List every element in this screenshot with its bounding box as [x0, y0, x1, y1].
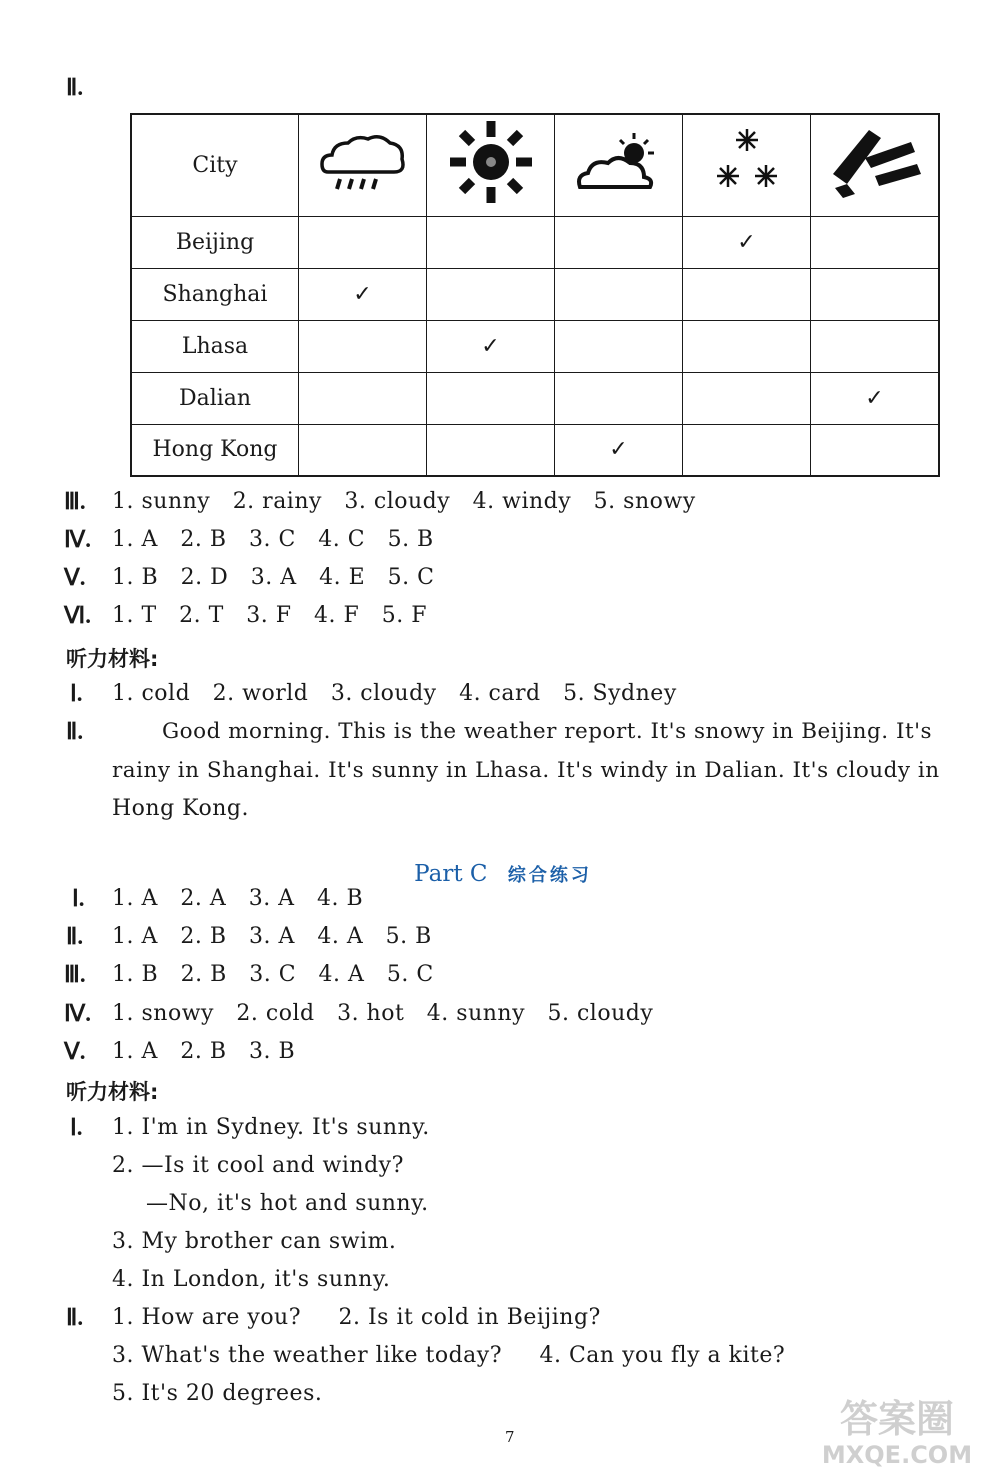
table-cell [555, 372, 683, 424]
check-mark: ✓ [427, 320, 555, 372]
table-cell [299, 372, 427, 424]
table-cell [683, 268, 811, 320]
weather-report-line-2: rainy in Shanghai. It's sunny in Lhasa. It's windy in Dalian. It's cloudy in [112, 758, 940, 783]
snow-icon [683, 114, 811, 216]
c-answer-line-I: 1. A 2. A 3. A 4. B [112, 886, 364, 911]
c-listening-label-I: Ⅰ. [70, 1115, 83, 1140]
section-label-II: Ⅱ. [66, 75, 84, 100]
city-cell: Hong Kong [131, 424, 299, 476]
listening-heading: 听力材料: [66, 1080, 159, 1104]
watermark-logo [802, 1397, 992, 1477]
c-listening-line: 5. It's 20 degrees. [112, 1381, 323, 1406]
table-row [131, 424, 939, 476]
weather-report-line-1: Good morning. This is the weather report. It's snowy in Beijing. It's [162, 719, 933, 744]
table-cell [427, 268, 555, 320]
table-row [131, 268, 939, 320]
part-c-heading [404, 842, 592, 887]
answer-label-III: Ⅲ. [64, 489, 86, 514]
table-cell [299, 424, 427, 476]
c-listening-line: 4. In London, it's sunny. [112, 1267, 391, 1292]
answer-line-VI: 1. T 2. T 3. F 4. F 5. F [112, 603, 427, 628]
watermark-en: MXQE.COM [821, 1441, 973, 1469]
c-listening-line: 3. What's the weather like today? 4. Can you fly a kite? [112, 1343, 786, 1368]
c-listening-line: 2. —Is it cool and windy? [112, 1153, 404, 1178]
table-cell [427, 424, 555, 476]
c-answer-line-II: 1. A 2. B 3. A 4. A 5. B [112, 924, 432, 949]
table-cell [811, 320, 940, 372]
c-answer-label-I: Ⅰ. [72, 886, 85, 911]
sun-icon [427, 114, 555, 216]
c-listening-line: 1. I'm in Sydney. It's sunny. [112, 1115, 430, 1140]
c-answer-line-V: 1. A 2. B 3. B [112, 1039, 296, 1064]
check-mark: ✓ [811, 372, 940, 424]
part-c-title: Part C [414, 861, 488, 887]
city-cell: Beijing [131, 216, 299, 268]
table-cell [299, 320, 427, 372]
part-c-subtitle: 综合练习 [507, 865, 592, 886]
table-cell [299, 216, 427, 268]
table-cell [555, 268, 683, 320]
listening-label-II: Ⅱ. [66, 719, 84, 744]
table-cell [555, 320, 683, 372]
c-listening-line: 1. How are you? 2. Is it cold in Beijing? [112, 1305, 601, 1330]
city-cell: Dalian [131, 372, 299, 424]
answer-label-V: Ⅴ. [64, 565, 86, 590]
listening-label-I: Ⅰ. [70, 681, 83, 706]
c-answer-line-IV: 1. snowy 2. cold 3. hot 4. sunny 5. cloudy [112, 1001, 654, 1026]
check-mark: ✓ [299, 268, 427, 320]
answer-line-V: 1. B 2. D 3. A 4. E 5. C [112, 565, 435, 590]
wind-flag-icon [811, 114, 940, 216]
check-mark: ✓ [683, 216, 811, 268]
city-header: City [131, 114, 299, 216]
table-row [131, 320, 939, 372]
table-cell [811, 268, 940, 320]
table-row [131, 372, 939, 424]
c-answer-label-II: Ⅱ. [66, 924, 84, 949]
listening-heading: 听力材料: [66, 647, 159, 671]
table-cell [683, 320, 811, 372]
c-answer-line-III: 1. B 2. B 3. C 4. A 5. C [112, 962, 434, 987]
table-cell [555, 216, 683, 268]
page-number: 7 [505, 1428, 515, 1446]
table-cell [811, 424, 940, 476]
rain-cloud-icon [299, 114, 427, 216]
c-answer-label-III: Ⅲ. [64, 962, 86, 987]
listening-line-I: 1. cold 2. world 3. cloudy 4. card 5. Sydney [112, 681, 677, 706]
city-cell: Lhasa [131, 320, 299, 372]
c-answer-label-IV: Ⅳ. [64, 1001, 91, 1026]
c-listening-line: —No, it's hot and sunny. [146, 1191, 429, 1216]
weather-table [130, 113, 940, 477]
answer-label-VI: Ⅵ. [64, 603, 91, 628]
table-cell [683, 372, 811, 424]
partly-cloudy-icon [555, 114, 683, 216]
c-listening-label-II: Ⅱ. [66, 1305, 84, 1330]
answer-label-IV: Ⅳ. [64, 527, 91, 552]
table-row [131, 216, 939, 268]
table-cell [811, 216, 940, 268]
weather-report-line-3: Hong Kong. [112, 796, 250, 821]
check-mark: ✓ [555, 424, 683, 476]
table-cell [427, 372, 555, 424]
city-cell: Shanghai [131, 268, 299, 320]
table-cell [683, 424, 811, 476]
watermark-cn: 答案圈 [839, 1397, 954, 1441]
c-listening-line: 3. My brother can swim. [112, 1229, 397, 1254]
answer-line-IV: 1. A 2. B 3. C 4. C 5. B [112, 527, 434, 552]
answer-line-III: 1. sunny 2. rainy 3. cloudy 4. windy 5. snowy [112, 489, 696, 514]
table-header-row [131, 114, 939, 216]
table-cell [427, 216, 555, 268]
c-answer-label-V: Ⅴ. [64, 1039, 86, 1064]
